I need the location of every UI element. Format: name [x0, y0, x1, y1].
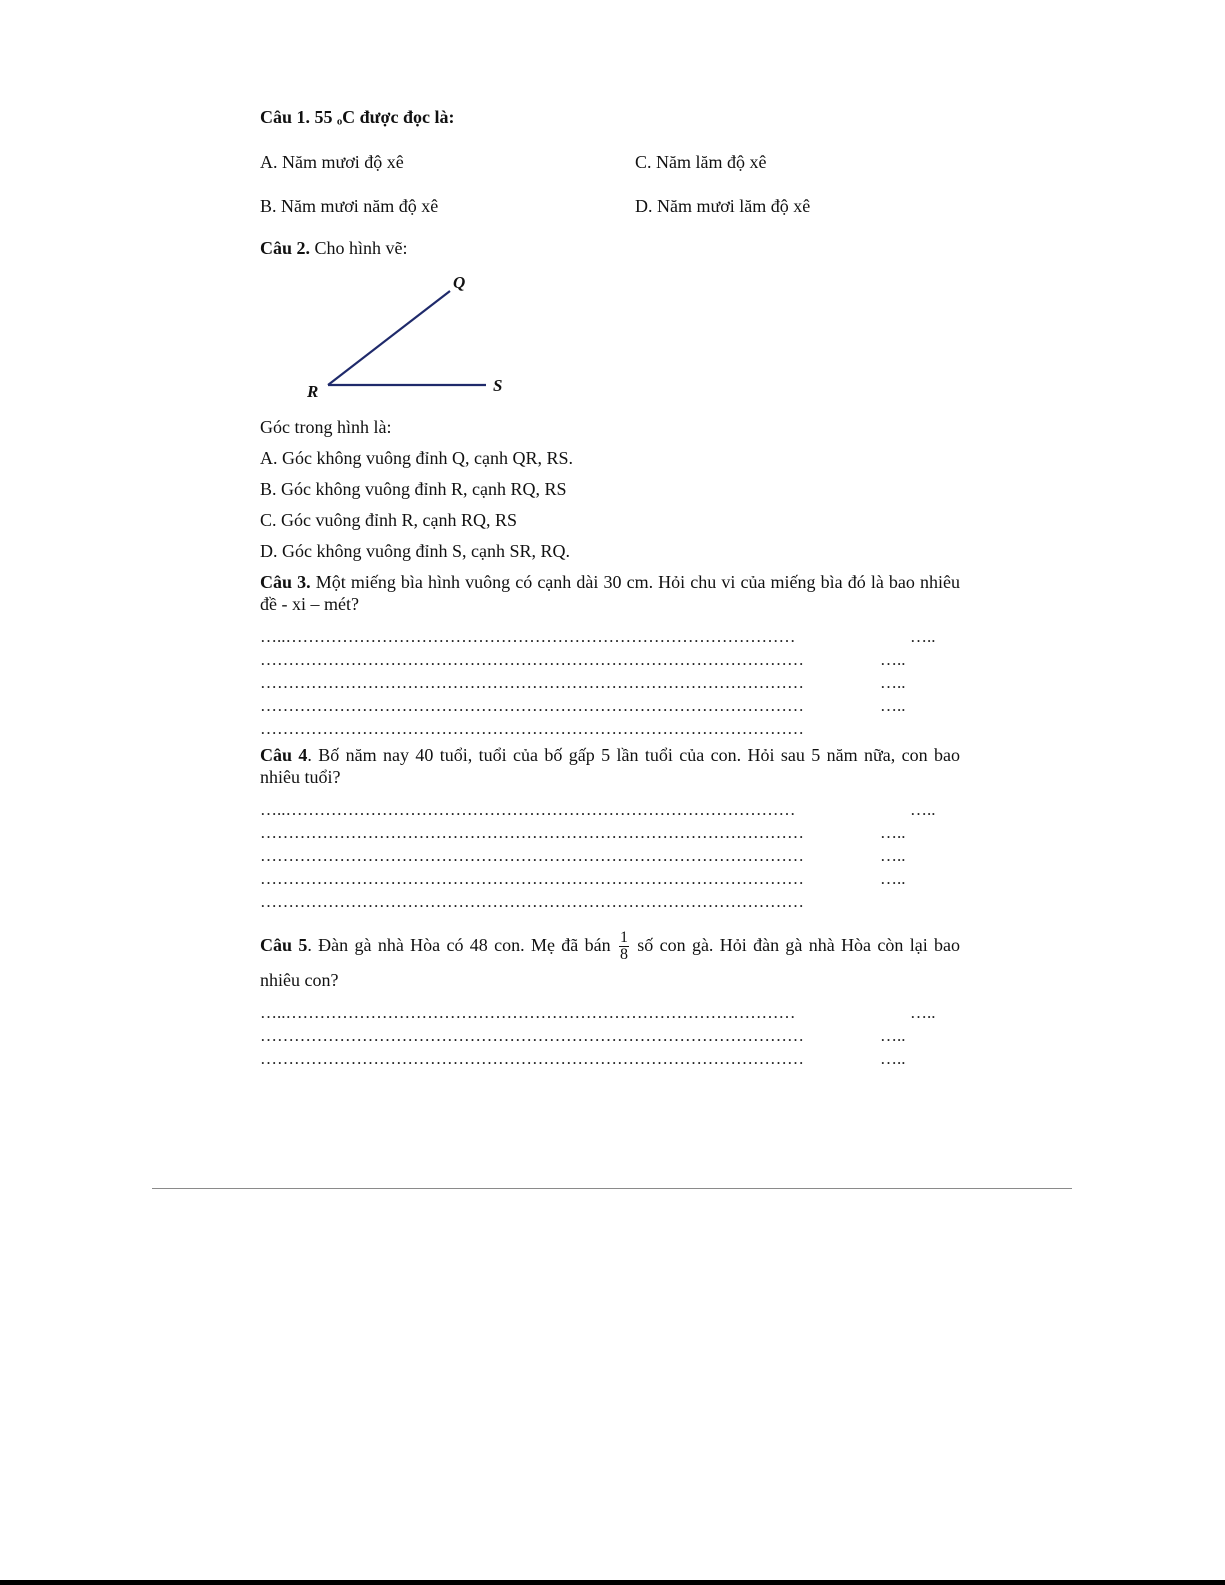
answer-line-dots: …………………………………………………………………………………… [260, 823, 804, 842]
q1-option-c: C. Năm lăm độ xê [635, 152, 767, 172]
answer-line[interactable] [260, 845, 906, 867]
vertex-r-label: R [307, 382, 319, 401]
q1-heading [260, 106, 454, 128]
angle-figure [300, 272, 520, 402]
q2-option-d: D. Góc không vuông đỉnh S, cạnh SR, RQ. [260, 541, 570, 561]
q4-prompt: . Bố năm nay 40 tuổi, tuổi của bố gấp 5 lần tuổi của con. Hỏi sau 5 năm nữa, con bao nhiêu tuổi? [260, 745, 960, 787]
q2-option-a: A. Góc không vuông đỉnh Q, cạnh QR, RS. [260, 448, 573, 468]
answer-line[interactable] [260, 1048, 906, 1070]
q2-option-b: B. Góc không vuông đỉnh R, cạnh RQ, RS [260, 479, 567, 499]
page-divider [152, 1188, 1072, 1189]
answer-line-dots: …………………………………………………………………………………… [260, 650, 804, 669]
answer-line[interactable] [260, 718, 804, 740]
ray-rq [328, 291, 450, 385]
q1-option-a: A. Năm mươi độ xê [260, 152, 404, 172]
answer-line-tail: ….. [880, 1026, 906, 1045]
q1-label: Câu 1. [260, 107, 311, 127]
q4-label: Câu 4 [260, 745, 308, 765]
answer-line-dots: …………………………………………………………………………………… [260, 696, 804, 715]
q5-prompt-before: . Đàn gà nhà Hòa có 48 con. Mẹ đã bán [307, 935, 611, 955]
answer-line-tail: ….. [910, 1003, 936, 1022]
answer-line[interactable] [260, 799, 936, 821]
fraction [619, 930, 629, 963]
answer-line-dots: …………………………………………………………………………………… [260, 892, 804, 911]
answer-line-dots: …………………………………………………………………………………… [260, 869, 804, 888]
answer-line-tail: ….. [880, 1049, 906, 1068]
q2-heading [260, 237, 408, 259]
answer-line[interactable] [260, 1025, 906, 1047]
fraction-numerator: 1 [619, 929, 628, 947]
answer-line-tail: ….. [910, 800, 936, 819]
q2-label: Câu 2. [260, 238, 311, 258]
answer-line-tail: ….. [880, 673, 906, 692]
q1-prompt: 55 ₒC được đọc là: [314, 107, 455, 127]
answer-line[interactable] [260, 891, 804, 913]
answer-line-tail: ….. [880, 869, 906, 888]
q4-text [260, 744, 960, 788]
answer-line-dots: …………………………………………………………………………………… [260, 673, 804, 692]
q3-text [260, 571, 960, 615]
q5-text [260, 928, 960, 997]
answer-line-tail: ….. [880, 846, 906, 865]
q3-label: Câu 3. [260, 572, 311, 592]
answer-line[interactable] [260, 1002, 936, 1024]
vertex-s-label: S [493, 376, 503, 395]
q1-option-b: B. Năm mươi năm độ xê [260, 196, 439, 216]
vertex-q-label: Q [453, 273, 466, 292]
q2-prompt: Cho hình vẽ: [314, 238, 408, 258]
answer-line[interactable] [260, 695, 906, 717]
answer-line[interactable] [260, 649, 906, 671]
answer-line-dots: …………………………………………………………………………………… [260, 719, 804, 738]
q5-prompt-after: số con gà. Hỏi đàn gà nhà Hòa còn lại bao nhiêu con? [260, 935, 961, 991]
answer-line-tail: ….. [880, 696, 906, 715]
answer-line-dots: …………………………………………………………………………………… [260, 1049, 804, 1068]
answer-line-tail: ….. [880, 650, 906, 669]
answer-line[interactable] [260, 626, 936, 648]
q2-option-c: C. Góc vuông đỉnh R, cạnh RQ, RS [260, 510, 518, 530]
fraction-denominator: 8 [619, 946, 628, 964]
answer-line-tail: ….. [880, 823, 906, 842]
answer-line-tail: ….. [910, 627, 936, 646]
q3-prompt: Một miếng bìa hình vuông có cạnh dài 30 cm. Hỏi chu vi của miếng bìa đó là bao nhiêu đề - xi – mét? [260, 572, 961, 614]
page-bottom-edge [0, 1580, 1225, 1585]
answer-line-dots: …..……………………………………………………………………………… [260, 800, 796, 819]
answer-line-dots: …..……………………………………………………………………………… [260, 627, 796, 646]
answer-line[interactable] [260, 672, 906, 694]
q2-sub-prompt: Góc trong hình là: [260, 417, 392, 437]
answer-line[interactable] [260, 868, 906, 890]
answer-line-dots: …………………………………………………………………………………… [260, 846, 804, 865]
q1-option-d: D. Năm mươi lăm độ xê [635, 196, 811, 216]
q5-label: Câu 5 [260, 935, 308, 955]
answer-line-dots: …..……………………………………………………………………………… [260, 1003, 796, 1022]
answer-line[interactable] [260, 822, 906, 844]
answer-line-dots: …………………………………………………………………………………… [260, 1026, 804, 1045]
